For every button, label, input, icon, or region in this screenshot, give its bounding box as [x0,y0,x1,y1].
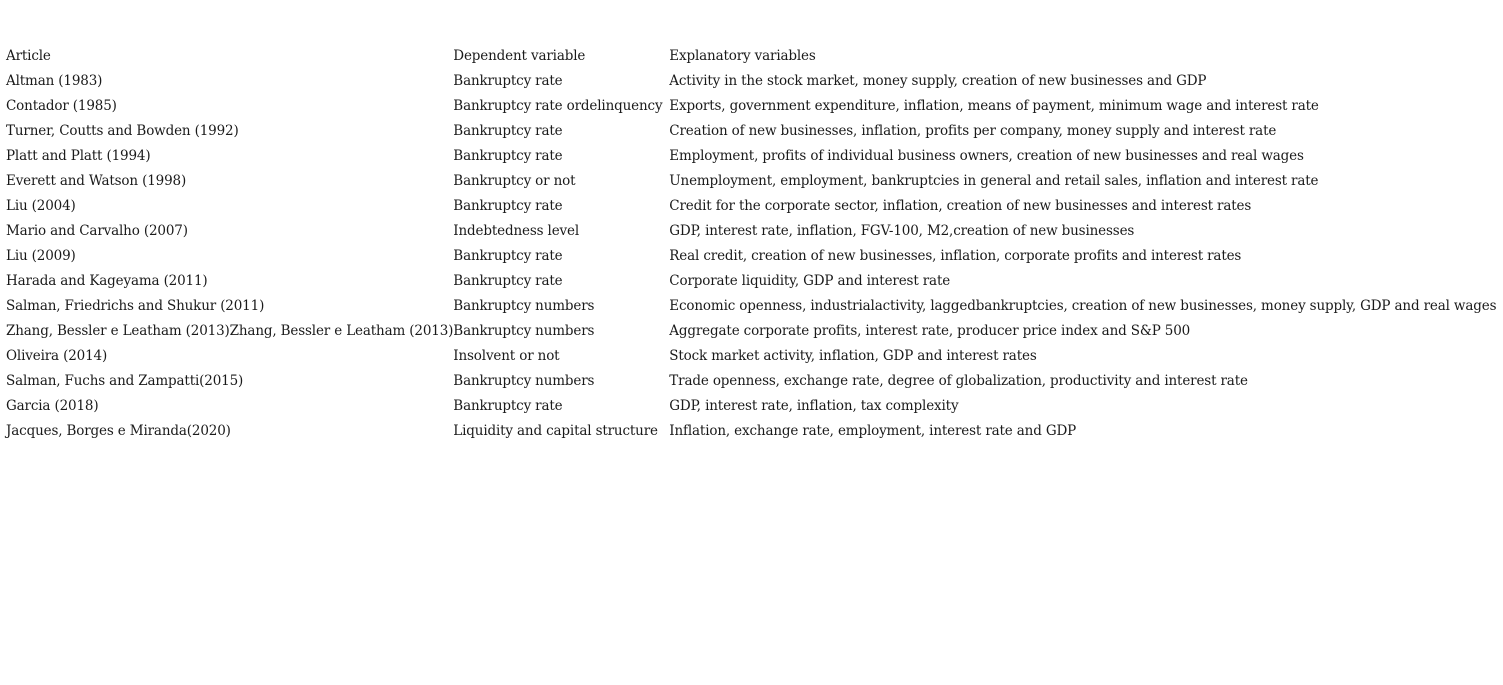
table-body [6,69,1496,444]
cell-explanatory-variables: Unemployment, employment, bankruptcies in general and retail sales, inflation and interest rate [669,173,1319,189]
table-row [6,419,1496,444]
table-row [6,269,1496,294]
literature-table [6,44,1496,444]
header-explanatory-variables: Explanatory variables [669,48,816,64]
cell-explanatory-variables: GDP, interest rate, inflation, tax complexity [669,398,959,414]
cell-dependent-variable: Bankruptcy numbers [453,298,595,314]
cell-dependent-variable: Bankruptcy rate [453,198,563,214]
cell-explanatory-variables: Trade openness, exchange rate, degree of globalization, productivity and interest rate [669,373,1248,389]
table-row [6,319,1496,344]
table-row [6,394,1496,419]
header-row [6,44,1496,69]
cell-dependent-variable: Bankruptcy rate [453,123,563,139]
cell-article: Salman, Fuchs and Zampatti(2015) [6,373,244,389]
cell-article: Garcia (2018) [6,398,99,414]
table-row [6,244,1496,269]
cell-article: Salman, Friedrichs and Shukur (2011) [6,298,265,314]
table-row [6,294,1496,319]
cell-dependent-variable: Bankruptcy rate [453,248,563,264]
table-row [6,94,1496,119]
cell-dependent-variable: Bankruptcy numbers [453,323,595,339]
cell-article: Zhang, Bessler e Leatham (2013)Zhang, Bessler e Leatham (2013) [6,323,454,339]
cell-dependent-variable: Bankruptcy rate [453,398,563,414]
cell-article: Altman (1983) [6,73,103,89]
cell-article: Turner, Coutts and Bowden (1992) [6,123,239,139]
cell-dependent-variable: Insolvent or not [453,348,560,364]
cell-dependent-variable: Bankruptcy rate [453,273,563,289]
cell-article: Everett and Watson (1998) [6,173,187,189]
cell-explanatory-variables: Aggregate corporate profits, interest rate, producer price index and S&P 500 [669,323,1191,339]
cell-explanatory-variables: Creation of new businesses, inflation, profits per company, money supply and interest rate [669,123,1277,139]
cell-explanatory-variables: Economic openness, industrialactivity, laggedbankruptcies, creation of new businesses, money supply, GDP and real wages [669,298,1497,314]
header-dependent-variable: Dependent variable [453,48,586,64]
cell-explanatory-variables: Stock market activity, inflation, GDP and interest rates [669,348,1037,364]
cell-article: Liu (2009) [6,248,76,264]
cell-article: Mario and Carvalho (2007) [6,223,188,239]
cell-dependent-variable: Bankruptcy rate ordelinquency [453,98,663,114]
cell-explanatory-variables: Real credit, creation of new businesses, inflation, corporate profits and interest rates [669,248,1242,264]
cell-dependent-variable: Bankruptcy numbers [453,373,595,389]
cell-article: Contador (1985) [6,98,117,114]
cell-article: Platt and Platt (1994) [6,148,151,164]
cell-explanatory-variables: Credit for the corporate sector, inflation, creation of new businesses and interest rates [669,198,1252,214]
table-row [6,119,1496,144]
cell-explanatory-variables: Exports, government expenditure, inflation, means of payment, minimum wage and interest rate [669,98,1319,114]
cell-article: Liu (2004) [6,198,76,214]
cell-explanatory-variables: Inflation, exchange rate, employment, interest rate and GDP [669,423,1077,439]
cell-article: Oliveira (2014) [6,348,108,364]
cell-dependent-variable: Bankruptcy rate [453,148,563,164]
cell-explanatory-variables: GDP, interest rate, inflation, FGV-100, M2,creation of new businesses [669,223,1135,239]
cell-article: Harada and Kageyama (2011) [6,273,208,289]
table-row [6,219,1496,244]
table-row [6,69,1496,94]
table-row [6,144,1496,169]
cell-dependent-variable: Bankruptcy rate [453,73,563,89]
table-header [6,44,1496,69]
table-row [6,369,1496,394]
cell-dependent-variable: Indebtedness level [453,223,580,239]
cell-article: Jacques, Borges e Miranda(2020) [6,423,231,439]
table-row [6,169,1496,194]
cell-explanatory-variables: Employment, profits of individual business owners, creation of new businesses and real wages [669,148,1304,164]
header-article: Article [6,48,51,64]
cell-dependent-variable: Bankruptcy or not [453,173,576,189]
table-row [6,344,1496,369]
table-row [6,194,1496,219]
cell-dependent-variable: Liquidity and capital structure [453,423,658,439]
cell-explanatory-variables: Activity in the stock market, money supply, creation of new businesses and GDP [669,73,1207,89]
cell-explanatory-variables: Corporate liquidity, GDP and interest rate [669,273,951,289]
